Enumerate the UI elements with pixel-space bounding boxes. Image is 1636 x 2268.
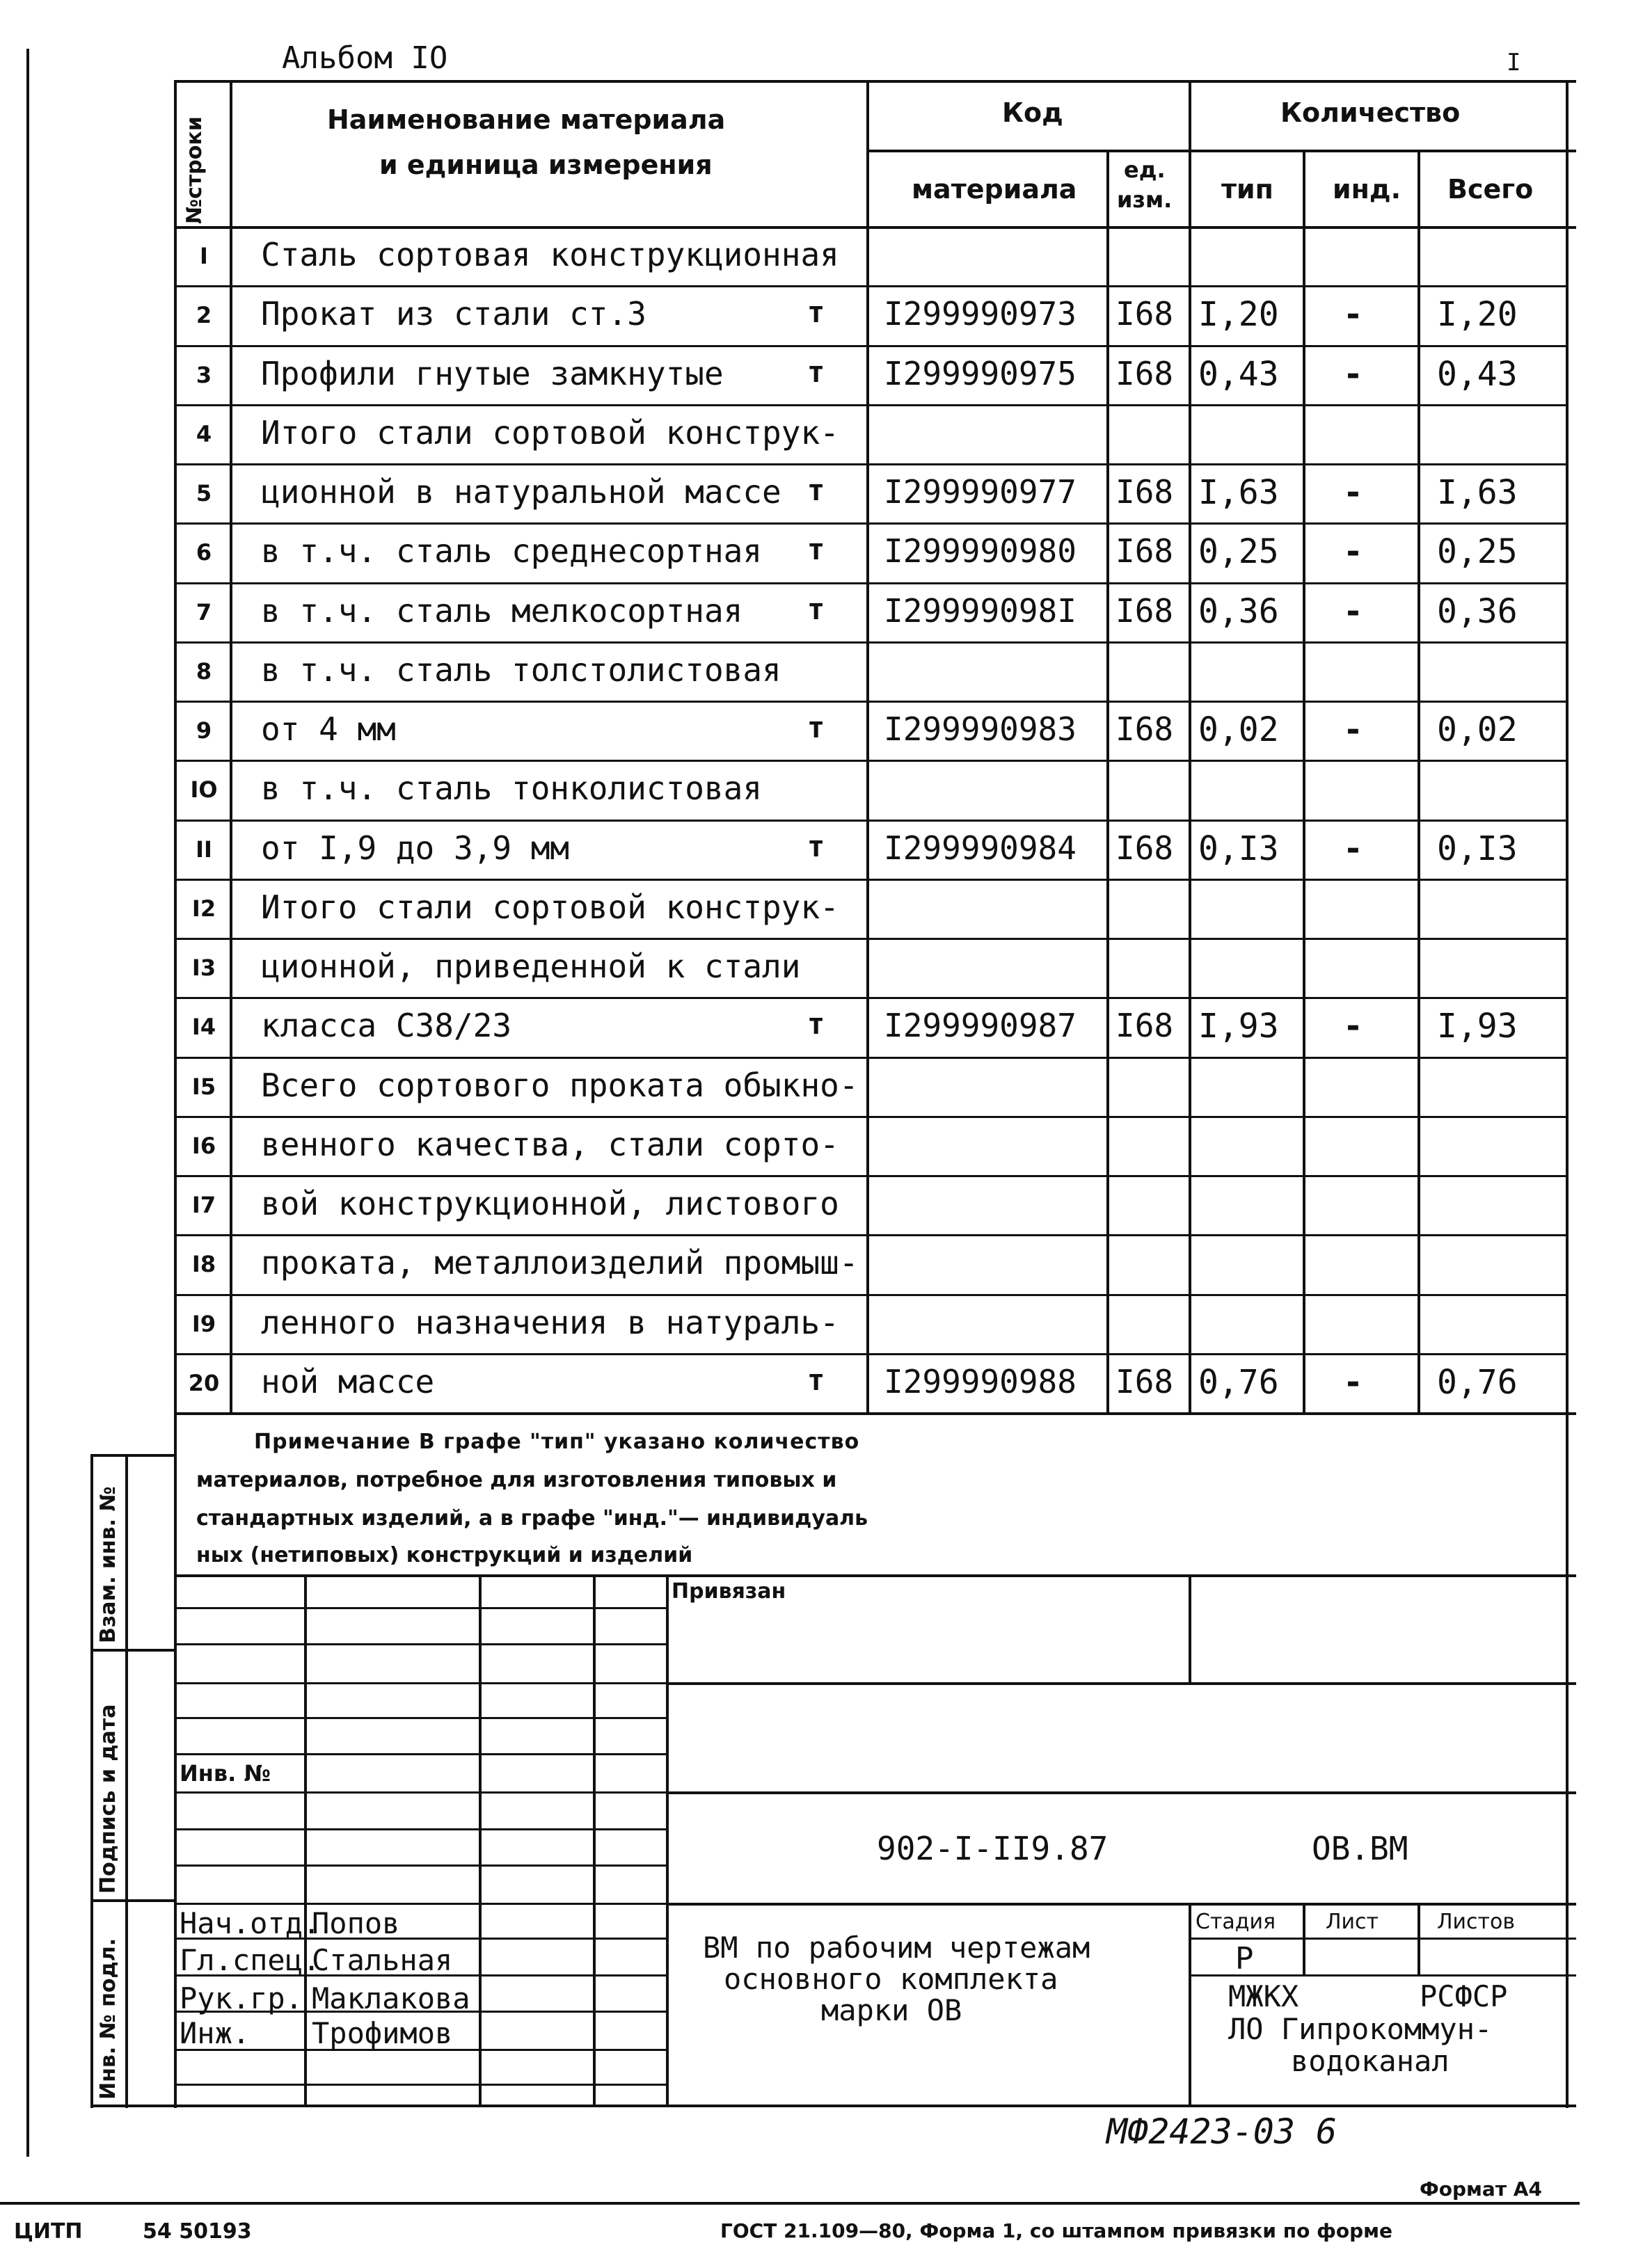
row-qty-total: 0,I3 [1437, 829, 1518, 868]
org-ministry: МЖКХ [1228, 1979, 1299, 2013]
row-unit: т [807, 592, 825, 626]
row-qty-type: 0,43 [1198, 355, 1279, 394]
row-name: Всего сортового проката обыкно- [261, 1067, 859, 1104]
row-name: в т.ч. сталь мелкосортная [261, 592, 743, 630]
row-code: I29999098I [884, 592, 1077, 630]
row-number: I6 [191, 1133, 216, 1159]
header-total: Всего [1447, 174, 1534, 205]
row-qty-ind: - [1343, 532, 1363, 571]
row-unit-code: I68 [1115, 1007, 1174, 1044]
header-material: материала [912, 174, 1077, 205]
footer-gost: ГОСТ 21.109—80, Форма 1, со штампом привязки по форме [720, 2219, 1393, 2242]
row-unit-code: I68 [1115, 295, 1174, 333]
row-unit: т [807, 473, 825, 507]
row-qty-type: I,63 [1198, 473, 1279, 512]
header-quantity: Количество [1280, 97, 1461, 128]
row-name: Итого стали сортовой конструк- [261, 888, 839, 926]
page-mark: I [1507, 49, 1521, 77]
row-number: I5 [191, 1073, 216, 1100]
side-label-inv-podl: Инв. № подл. [96, 1938, 120, 2100]
row-unit-code: I68 [1115, 355, 1174, 392]
row-number: 5 [196, 480, 212, 506]
row-qty-total: 0,36 [1437, 592, 1518, 631]
title-line2: основного комплекта [724, 1962, 1058, 1996]
signature-role: Гл.спец. [180, 1943, 321, 1977]
row-name: Профили гнутые замкнутые [261, 355, 724, 392]
row-name: проката, металлоизделий промыш- [261, 1244, 859, 1281]
org-name-line2: водоканал [1291, 2044, 1450, 2078]
row-qty-type: 0,I3 [1198, 829, 1279, 868]
row-qty-total: I,93 [1437, 1007, 1518, 1046]
row-number: I3 [191, 955, 216, 981]
signature-name: Трофимов [312, 2016, 453, 2050]
signature-role: Нач.отд. [180, 1906, 321, 1940]
row-name: Прокат из стали ст.3 [261, 295, 646, 333]
row-qty-total: I,63 [1437, 473, 1518, 512]
row-number: 2 [196, 302, 212, 328]
row-unit: т [807, 1007, 825, 1041]
row-name: ленного назначения в натураль- [261, 1304, 839, 1341]
header-type: тип [1221, 174, 1273, 205]
footer-order-number: 54 50193 [143, 2219, 252, 2244]
row-qty-total: I,20 [1437, 295, 1518, 334]
signature-role: Рук.гр. [180, 1981, 303, 2015]
row-qty-ind: - [1343, 592, 1363, 631]
sheet-label: Лист [1326, 1910, 1379, 1934]
side-label-vzam: Взам. инв. № [96, 1486, 120, 1643]
row-unit: т [807, 295, 825, 329]
row-code: I299990973 [884, 295, 1077, 333]
header-unit-line1: ед. [1124, 157, 1166, 183]
footer-org: ЦИТП [14, 2219, 83, 2244]
row-qty-ind: - [1343, 829, 1363, 868]
row-number: I9 [191, 1311, 216, 1337]
sheets-label: Листов [1437, 1910, 1516, 1934]
note-line2: материалов, потребное для изготовления типовых и [196, 1468, 837, 1492]
signature-name: Стальная [312, 1943, 453, 1977]
row-qty-type: 0,25 [1198, 532, 1279, 571]
row-name: класса С38/23 [261, 1007, 512, 1044]
signature-name: Попов [312, 1906, 400, 1940]
org-republic: РСФСР [1420, 1979, 1508, 2013]
row-code: I299990988 [884, 1363, 1077, 1400]
row-code: I299990977 [884, 473, 1077, 511]
header-unit-line2: изм. [1117, 186, 1173, 213]
doc-mark: ОВ.ВМ [1312, 1830, 1408, 1867]
row-number: 8 [196, 658, 212, 685]
row-qty-ind: - [1343, 473, 1363, 512]
row-name: в т.ч. сталь толстолистовая [261, 651, 781, 689]
archive-number: МФ2423-03 6 [1106, 2111, 1337, 2152]
row-name: ционной в натуральной массе [261, 473, 781, 511]
row-name: Итого стали сортовой конструк- [261, 414, 839, 452]
row-qty-ind: - [1343, 295, 1363, 334]
row-qty-total: 0,25 [1437, 532, 1518, 571]
header-code: Код [1002, 97, 1063, 128]
row-qty-type: I,93 [1198, 1007, 1279, 1046]
signature-row [180, 1906, 399, 1940]
row-name: ционной, приведенной к стали [261, 948, 801, 985]
row-unit-code: I68 [1115, 532, 1174, 570]
row-qty-total: 0,43 [1437, 355, 1518, 394]
header-name-line2: и единица измерения [379, 150, 713, 180]
row-name: от I,9 до 3,9 мм [261, 829, 570, 867]
row-code: I299990975 [884, 355, 1077, 392]
privyazan-label: Привязан [672, 1579, 786, 1604]
row-name: в т.ч. сталь тонколистовая [261, 769, 763, 807]
row-qty-ind: - [1343, 710, 1363, 749]
signature-role: Инж. [180, 2016, 251, 2050]
note-line1: Примечание В графе "тип" указано количество [254, 1430, 860, 1454]
row-qty-ind: - [1343, 355, 1363, 394]
row-number: 7 [196, 599, 212, 625]
row-number: I2 [191, 895, 216, 922]
row-number: I4 [191, 1014, 216, 1040]
row-unit: т [807, 710, 825, 744]
row-number: IO [190, 776, 218, 803]
row-number: 4 [196, 421, 212, 447]
row-unit-code: I68 [1115, 829, 1174, 867]
row-name: венного качества, стали сорто- [261, 1126, 839, 1163]
title-line3: марки ОВ [821, 1993, 962, 2027]
row-number: I7 [191, 1192, 216, 1218]
row-unit: т [807, 532, 825, 566]
signature-name: Маклакова [312, 1981, 470, 2015]
row-name: в т.ч. сталь среднесортная [261, 532, 763, 570]
row-name: Сталь сортовая конструкционная [261, 236, 839, 273]
header-ind: инд. [1333, 174, 1401, 205]
row-name: ной массе [261, 1363, 435, 1400]
note-line3: стандартных изделий, а в графе "инд."— индивидуаль [196, 1506, 868, 1531]
row-number: 6 [196, 539, 212, 566]
row-unit: т [807, 829, 825, 863]
stage-label: Стадия [1196, 1910, 1276, 1934]
row-qty-total: 0,76 [1437, 1363, 1518, 1402]
title-line1: ВМ по рабочим чертежам [703, 1931, 1090, 1965]
row-name: вой конструкционной, листового [261, 1185, 839, 1222]
row-unit-code: I68 [1115, 1363, 1174, 1400]
row-unit-code: I68 [1115, 592, 1174, 630]
row-qty-type: 0,36 [1198, 592, 1279, 631]
album-label: Альбом IO [282, 40, 448, 76]
row-unit-code: I68 [1115, 473, 1174, 511]
note-line4: ных (нетиповых) конструкций и изделий [196, 1543, 693, 1567]
row-qty-ind: - [1343, 1007, 1363, 1046]
row-name: от 4 мм [261, 710, 396, 748]
row-qty-type: I,20 [1198, 295, 1279, 334]
row-qty-type: 0,02 [1198, 710, 1279, 749]
inv-no-label: Инв. № [180, 1760, 271, 1787]
row-number: I8 [191, 1251, 216, 1277]
signature-row [180, 1981, 470, 2015]
row-unit: т [807, 1363, 825, 1397]
row-number: 20 [188, 1370, 220, 1396]
doc-number: 902-I-II9.87 [877, 1830, 1109, 1867]
row-number: II [196, 836, 212, 863]
row-code: I299990987 [884, 1007, 1077, 1044]
header-name-line1: Наименование материала [327, 104, 726, 135]
side-box-left [90, 1454, 93, 2108]
row-code: I299990980 [884, 532, 1077, 570]
row-qty-ind: - [1343, 1363, 1363, 1402]
signature-row [180, 1943, 452, 1977]
row-code: I299990983 [884, 710, 1077, 748]
side-label-podpis: Подпись и дата [96, 1704, 120, 1894]
signature-row [180, 2016, 452, 2050]
format-label: Формат А4 [1420, 2178, 1542, 2201]
stage-value: Р [1235, 1941, 1254, 1976]
row-unit: т [807, 355, 825, 389]
side-box-right [125, 1454, 128, 2108]
row-unit-code: I68 [1115, 710, 1174, 748]
row-number: 3 [196, 362, 212, 388]
row-number: I [200, 243, 208, 269]
row-number: 9 [196, 717, 212, 744]
row-code: I299990984 [884, 829, 1077, 867]
org-name-line1: ЛО Гипрокоммун- [1228, 2012, 1493, 2046]
left-border-line [26, 49, 29, 2157]
header-row-number: №строки [182, 116, 207, 224]
row-qty-total: 0,02 [1437, 710, 1518, 749]
row-qty-type: 0,76 [1198, 1363, 1279, 1402]
